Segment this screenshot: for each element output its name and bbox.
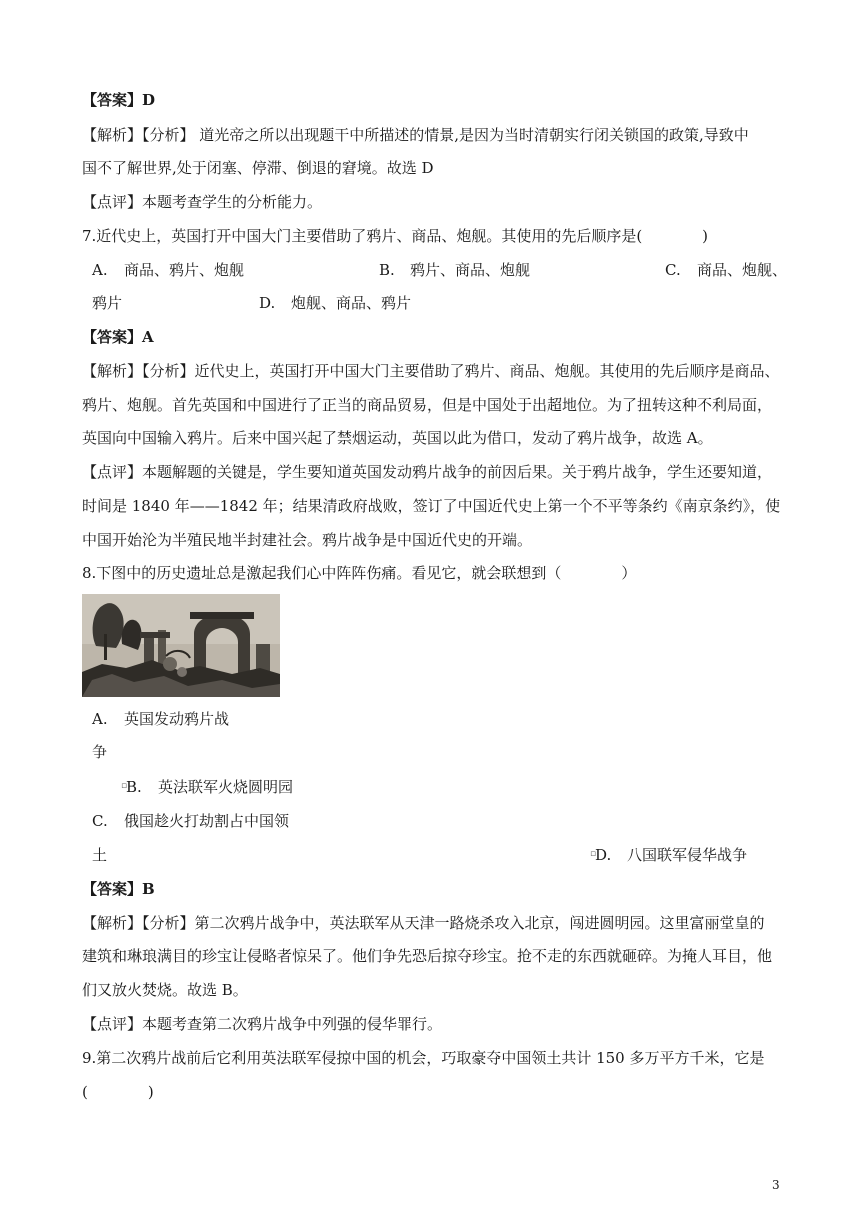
question-8-stem: 8.下图中的历史遗址总是激起我们心中阵阵伤痛。看见它，就会联想到（ ） (82, 564, 637, 582)
analysis-q7-line-3: 英国向中国输入鸦片。后来中国兴起了禁烟运动，英国以此为借口，发动了鸦片战争，故选 A。 (82, 429, 713, 447)
analysis-q8-line-2: 建筑和琳琅满目的珍宝让侵略者惊呆了。他们争先恐后掠夺珍宝。抢不走的东西就砸碎。为掩人耳目，他 (82, 947, 773, 965)
q8-option-a-text: 英国发动鸦片战 (124, 710, 230, 728)
analysis-q6-line-2: 国不了解世界,处于闭塞、停滞、倒退的窘境。故选 D (82, 159, 434, 177)
q7-option-b-label: B. (379, 261, 395, 279)
page-number: 3 (772, 1178, 780, 1192)
q8-option-d-text: 八国联军侵华战争 (627, 846, 748, 864)
answer-q8: 【答案】B (82, 880, 155, 898)
q8-option-c-label: C. (92, 812, 108, 830)
q8-option-a-label: A. (92, 710, 108, 728)
q7-option-a-label: A. (92, 261, 108, 279)
option-marker-icon: ▫ (121, 781, 128, 791)
analysis-q6-line-1: 【解析】【分析】 道光帝之所以出现题干中所描述的情景,是因为当时清朝实行闭关锁国的政策,导致中 (82, 126, 749, 144)
comment-q8: 【点评】本题考查第二次鸦片战争中列强的侵华罪行。 (82, 1015, 443, 1033)
question-9-stem-line-1: 9.第二次鸦片战前后它利用英法联军侵掠中国的机会，巧取豪夺中国领土共计 150 多万平方千米，它是 (82, 1049, 765, 1067)
analysis-q7-line-1: 【解析】【分析】近代史上，英国打开中国大门主要借助了鸦片、商品、炮舰。其使用的先后顺序是商品、 (82, 362, 780, 380)
question-7-stem: 7.近代史上，英国打开中国大门主要借助了鸦片、商品、炮舰。其使用的先后顺序是( ) (82, 227, 709, 245)
analysis-q8-line-3: 们又放火焚烧。故选 B。 (82, 981, 248, 999)
question-9-stem-line-2: ( ) (82, 1083, 154, 1101)
q8-option-c-text-cont: 土 (92, 846, 108, 864)
q7-option-a-text: 商品、鸦片、炮舰 (124, 261, 245, 279)
comment-q7-line-1: 【点评】本题解题的关键是，学生要知道英国发动鸦片战争的前因后果。关于鸦片战争，学生还要知道， (82, 463, 773, 481)
comment-q7-line-2: 时间是 1840 年——1842 年；结果清政府战败，签订了中国近代史上第一个不平等条约《南京条约》，使 (82, 497, 781, 515)
q8-option-a-text-cont: 争 (92, 743, 108, 761)
comment-q6: 【点评】本题考查学生的分析能力。 (82, 193, 323, 211)
comment-q7-line-3: 中国开始沦为半殖民地半封建社会。鸦片战争是中国近代史的开端。 (82, 531, 533, 549)
q7-option-c-label: C. (665, 261, 681, 279)
q8-option-c-text: 俄国趁火打劫割占中国领 (124, 812, 290, 830)
analysis-q8-line-1: 【解析】【分析】第二次鸦片战争中，英法联军从天津一路烧杀攻入北京，闯进圆明园。这里富丽堂皇的 (82, 914, 765, 932)
q7-option-d-label: D. (259, 294, 276, 312)
answer-q6: 【答案】D (82, 91, 156, 109)
q7-option-b-text: 鸦片、商品、炮舰 (410, 261, 531, 279)
option-marker-icon: ▫ (590, 849, 597, 859)
q8-option-b-label: B. (126, 778, 142, 796)
q7-option-c-text-cont: 鸦片 (92, 294, 123, 312)
q7-option-d-text: 炮舰、商品、鸦片 (291, 294, 412, 312)
answer-q7: 【答案】A (82, 328, 154, 346)
ruins-image (82, 594, 280, 697)
analysis-q7-line-2: 鸦片、炮舰。首先英国和中国进行了正当的商品贸易，但是中国处于出超地位。为了扭转这种不利局面， (82, 396, 773, 414)
q8-option-b-text: 英法联军火烧圆明园 (158, 778, 294, 796)
q7-option-c-text: 商品、炮舰、 (697, 261, 788, 279)
q8-option-d-label: D. (595, 846, 612, 864)
